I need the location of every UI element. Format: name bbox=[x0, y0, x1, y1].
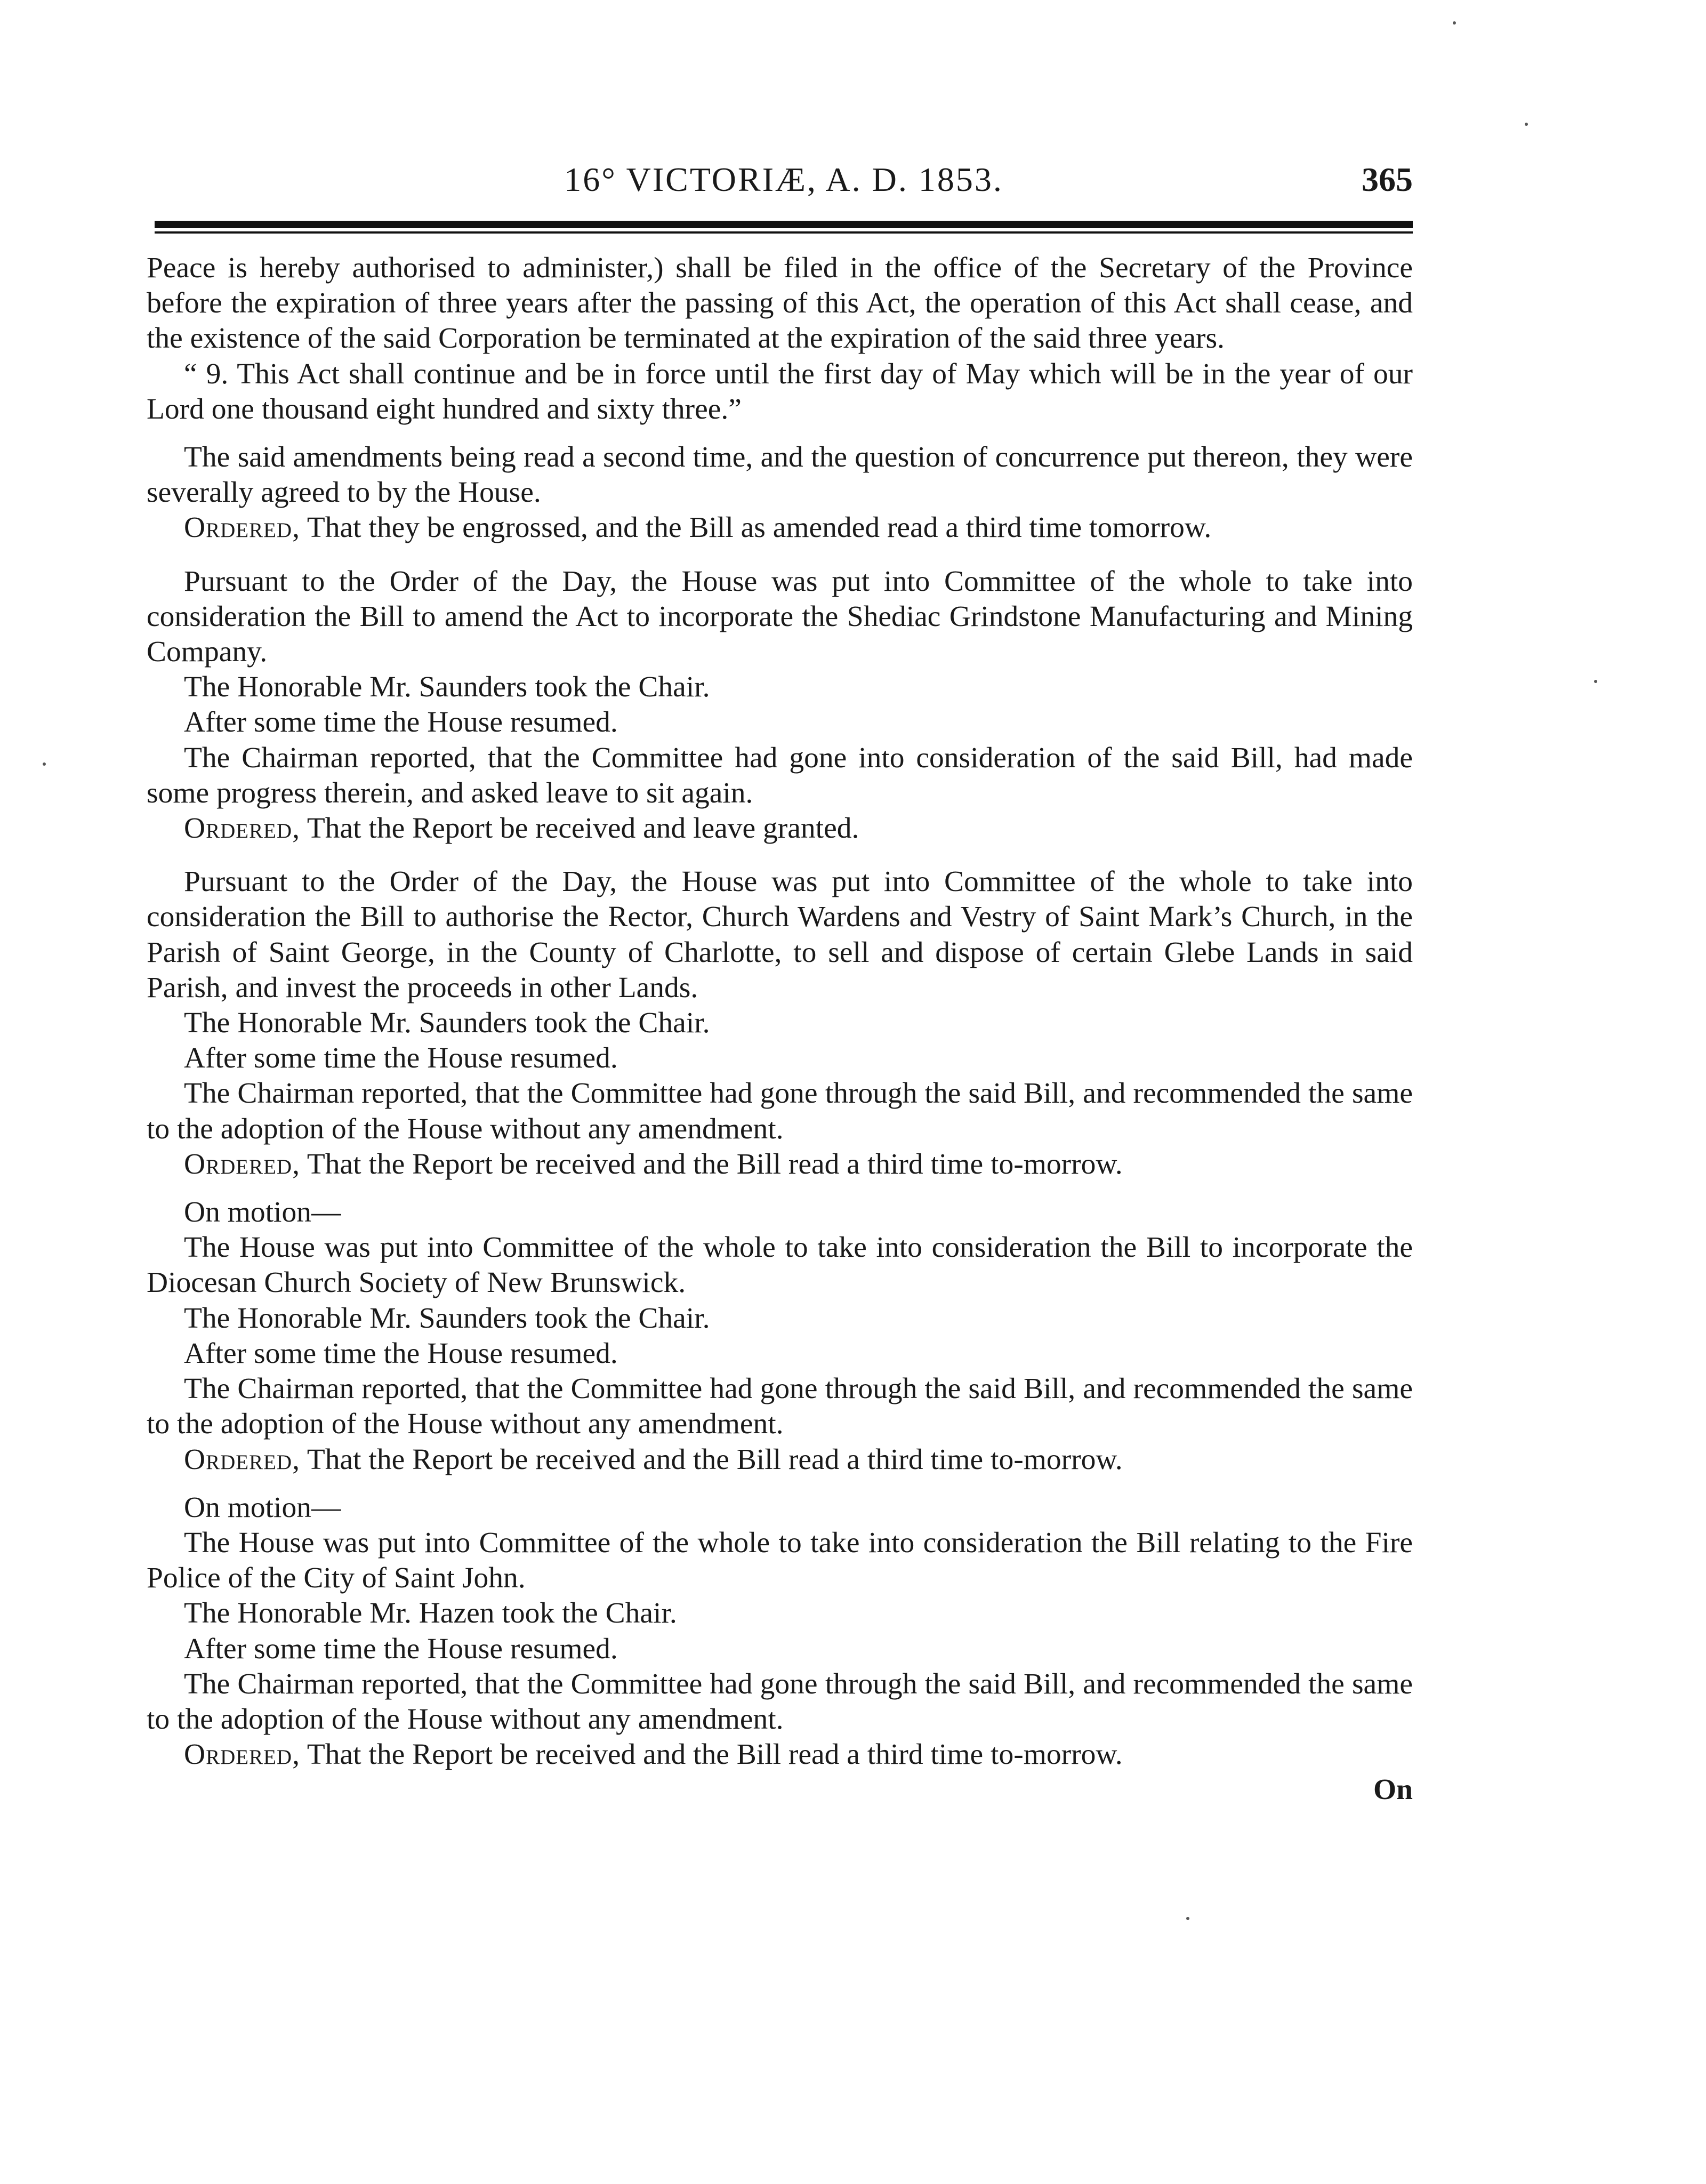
body-paragraph bbox=[147, 1336, 1413, 1371]
paragraph-text: That the Report be received and the Bill read a third time to-morrow. bbox=[300, 1738, 1123, 1771]
paragraph-text: “ 9. This Act shall continue and be in force until the first day of May which will be in the year of our Lord one thousand eight hundred and sixty three.” bbox=[147, 357, 1413, 425]
paragraph-text: After some time the House resumed. bbox=[184, 1337, 618, 1370]
body-paragraph bbox=[147, 564, 1413, 670]
body-paragraph bbox=[147, 864, 1413, 1006]
paragraph-text: Pursuant to the Order of the Day, the House was put into Committee of the whole to take into consideration the Bill to authorise the Rector, Church Wardens and Vestry of Saint Mark’s Church, in the Parish of Saint George, in the County of Charlotte, to sell and dispose of certain Glebe Lands in said Parish, and invest the proceeds in other Lands. bbox=[147, 865, 1413, 1004]
paragraph-text: Pursuant to the Order of the Day, the House was put into Committee of the whole to take into consideration the Bill to amend the Act to incorporate the Shediac Grindstone Manufacturing and Mining Company. bbox=[147, 565, 1413, 669]
body-paragraph bbox=[147, 1006, 1413, 1041]
scan-speck bbox=[1594, 680, 1597, 683]
paragraph-text: The Honorable Mr. Saunders took the Chair. bbox=[184, 1302, 710, 1335]
paragraph-text: On motion— bbox=[184, 1491, 341, 1524]
body-paragraph bbox=[147, 1195, 1413, 1230]
paragraph-text: Peace is hereby authorised to administer,) shall be filed in the office of the Secretary of the Province before the expiration of three years after the passing of this Act, the operation of this Act shall cease, and the existence of the said Corporation be terminated at the expiration of the said three years. bbox=[147, 252, 1413, 355]
body-paragraph bbox=[147, 1301, 1413, 1336]
ordered-paragraph bbox=[147, 811, 1413, 846]
catchword: On bbox=[1373, 1773, 1413, 1806]
ordered-paragraph bbox=[147, 1442, 1413, 1478]
body-paragraph bbox=[147, 741, 1413, 811]
body-paragraph bbox=[147, 1041, 1413, 1076]
paragraph-text: The Honorable Mr. Saunders took the Chair. bbox=[184, 671, 710, 704]
body-paragraph bbox=[147, 1371, 1413, 1442]
paragraph-text: The Honorable Mr. Hazen took the Chair. bbox=[184, 1597, 677, 1630]
paragraph-text: That the Report be received and the Bill read a third time to-morrow. bbox=[300, 1147, 1123, 1181]
body-paragraph bbox=[147, 705, 1413, 740]
paragraph-text: That the Report be received and leave granted. bbox=[300, 812, 859, 845]
body-paragraph bbox=[147, 1076, 1413, 1146]
paragraph-text: That the Report be received and the Bill read a third time to-morrow. bbox=[300, 1443, 1123, 1476]
ordered-label: Ordered, bbox=[184, 1443, 300, 1476]
scan-speck bbox=[1186, 1917, 1189, 1920]
body-paragraph bbox=[147, 251, 1413, 357]
paragraph-text: The Chairman reported, that the Committee had gone into consideration of the said Bill, had made some progress therein, and asked leave to sit again. bbox=[147, 741, 1413, 809]
ordered-paragraph bbox=[147, 1737, 1413, 1772]
scan-speck bbox=[1525, 123, 1528, 126]
body-text bbox=[147, 251, 1413, 1808]
body-paragraph bbox=[147, 440, 1413, 510]
body-paragraph bbox=[147, 1667, 1413, 1737]
ordered-label: Ordered, bbox=[184, 1738, 300, 1771]
body-paragraph bbox=[147, 670, 1413, 705]
body-paragraph bbox=[147, 1525, 1413, 1596]
body-paragraph bbox=[147, 1632, 1413, 1667]
paragraph-text: The said amendments being read a second time, and the question of concurrence put thereon, they were severally agreed to by the House. bbox=[147, 441, 1413, 509]
scan-speck bbox=[43, 762, 46, 766]
paragraph-text: That they be engrossed, and the Bill as amended read a third time tomorrow. bbox=[300, 511, 1212, 544]
paragraph-text: The Chairman reported, that the Committee had gone through the said Bill, and recommended the same to the adoption of the House without any amendment. bbox=[147, 1372, 1413, 1441]
scan-speck bbox=[1453, 21, 1456, 25]
body-paragraph bbox=[147, 1490, 1413, 1525]
body-paragraph bbox=[147, 1596, 1413, 1631]
ordered-label: Ordered, bbox=[184, 1147, 300, 1181]
body-paragraph bbox=[147, 1230, 1413, 1300]
paragraph-text: The House was put into Committee of the whole to take into consideration the Bill relating to the Fire Police of the City of Saint John. bbox=[147, 1526, 1413, 1595]
paragraph-text: The Chairman reported, that the Committee had gone through the said Bill, and recommended the same to the adoption of the House without any amendment. bbox=[147, 1667, 1413, 1736]
paragraph-text: On motion— bbox=[184, 1196, 341, 1229]
ordered-label: Ordered, bbox=[184, 511, 300, 544]
paragraph-text: After some time the House resumed. bbox=[184, 1632, 618, 1665]
header-rule bbox=[155, 221, 1413, 228]
paragraph-text: After some time the House resumed. bbox=[184, 706, 618, 739]
paragraph-text: After some time the House resumed. bbox=[184, 1042, 618, 1075]
paragraph-text: The Honorable Mr. Saunders took the Chair. bbox=[184, 1007, 710, 1040]
body-paragraph bbox=[147, 357, 1413, 427]
running-head: 16° VICTORIÆ, A. D. 1853. bbox=[564, 160, 1003, 198]
ordered-paragraph bbox=[147, 510, 1413, 545]
page-number: 365 bbox=[1362, 160, 1413, 198]
page-header bbox=[155, 160, 1413, 208]
ordered-paragraph bbox=[147, 1147, 1413, 1182]
paragraph-text: The House was put into Committee of the whole to take into consideration the Bill to incorporate the Diocesan Church Society of New Brunswick. bbox=[147, 1231, 1413, 1299]
paragraph-text: The Chairman reported, that the Committee had gone through the said Bill, and recommended the same to the adoption of the House without any amendment. bbox=[147, 1077, 1413, 1145]
ordered-label: Ordered, bbox=[184, 812, 300, 845]
